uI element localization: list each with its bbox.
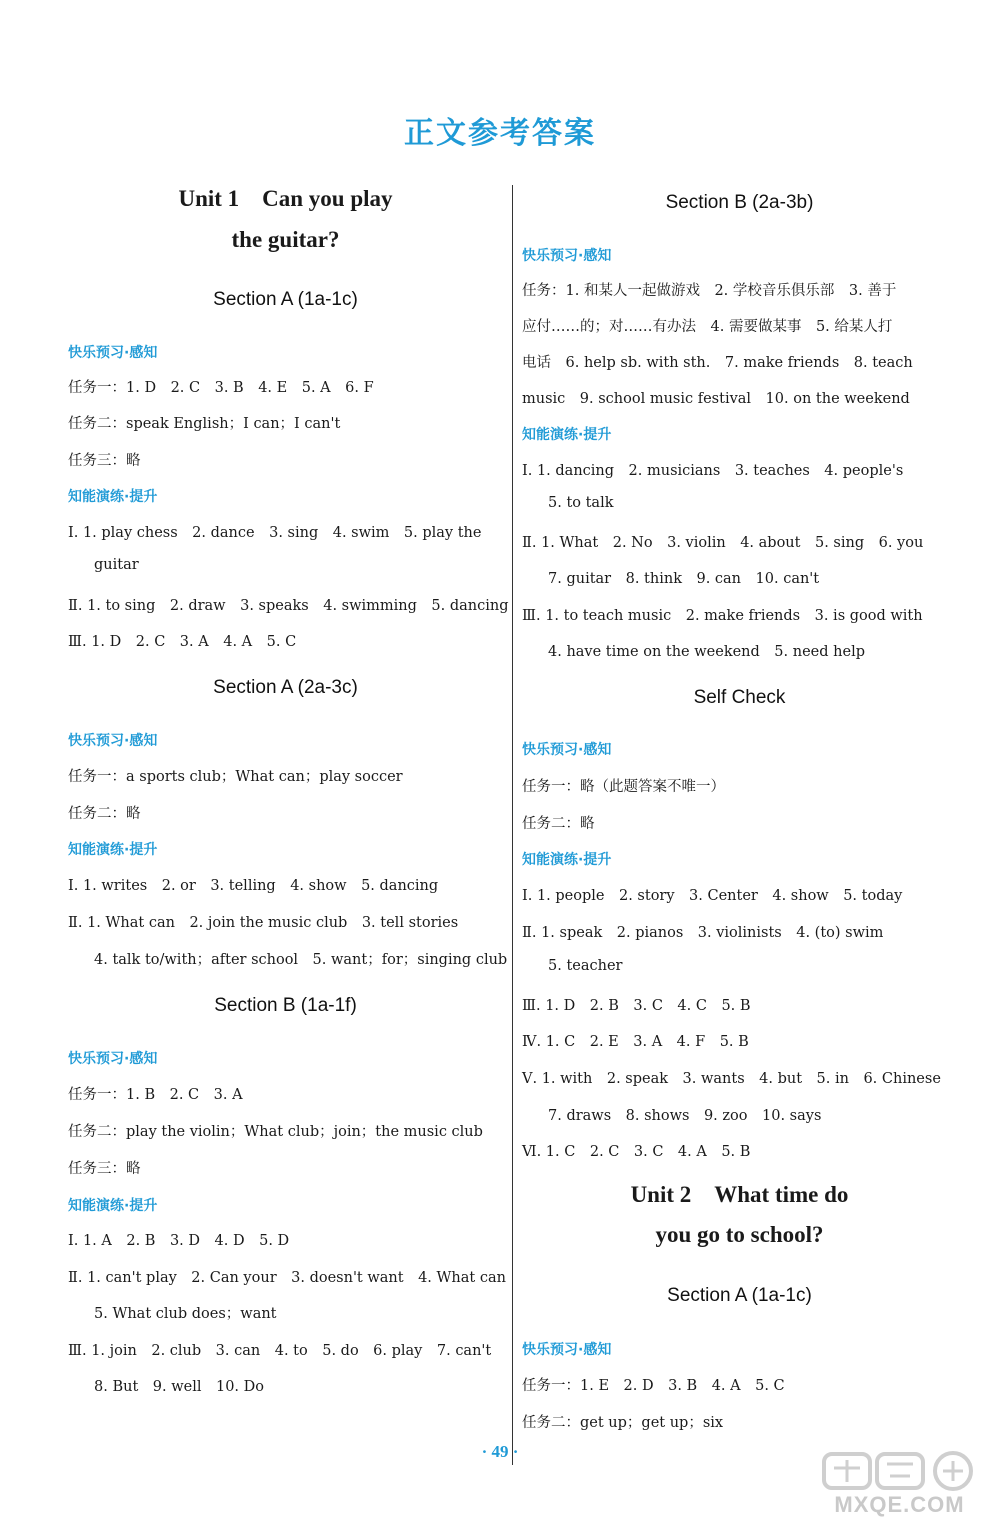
answer-line: Ⅰ. 1. people 2. story 3. Center 4. show 5. today (522, 888, 903, 904)
subsection-heading: 快乐预习·感知 (522, 742, 612, 758)
answer-line: 4. talk to/with；after school 5. want；for；singing club (94, 952, 508, 968)
subsection-heading: 快乐预习·感知 (68, 733, 158, 749)
answer-line: 任务二：略 (68, 806, 141, 822)
subsection-heading: 知能演练·提升 (68, 1198, 158, 1214)
answer-line: Ⅱ. 1. speak 2. pianos 3. violinists 4. (to) swim (522, 925, 884, 941)
answer-line: 任务一：a sports club；What can；play soccer (68, 769, 403, 785)
answer-line: Ⅲ. 1. D 2. B 3. C 4. C 5. B (522, 998, 751, 1014)
subsection-heading: 知能演练·提升 (522, 852, 612, 868)
watermark-logo (812, 1448, 987, 1530)
column-divider (512, 185, 513, 1465)
section-title: Section A (1a-1c) (667, 1285, 812, 1306)
answer-line: 应付……的；对……有办法 4. 需要做某事 5. 给某人打 (522, 319, 893, 335)
answer-line: Ⅲ. 1. join 2. club 3. can 4. to 5. do 6. play 7. can't (68, 1343, 492, 1359)
answer-line: Ⅳ. 1. C 2. E 3. A 4. F 5. B (522, 1034, 749, 1050)
answer-line: 4. have time on the weekend 5. need help (548, 644, 865, 660)
subsection-heading: 快乐预习·感知 (522, 248, 612, 264)
answer-line: 任务一：1. D 2. C 3. B 4. E 5. A 6. F (68, 380, 374, 396)
subsection-heading: 知能演练·提升 (68, 842, 158, 858)
answer-line: Ⅰ. 1. writes 2. or 3. telling 4. show 5. dancing (68, 878, 439, 894)
answer-line: 任务二：play the violin；What club；join；the music club (68, 1124, 483, 1140)
answer-line: guitar (94, 557, 139, 573)
answer-line: Ⅱ. 1. What 2. No 3. violin 4. about 5. sing 6. you (522, 535, 924, 551)
section-title: Section B (2a-3b) (665, 192, 814, 213)
answer-line: 任务：1. 和某人一起做游戏 2. 学校音乐俱乐部 3. 善于 (522, 283, 897, 299)
answer-line: 7. draws 8. shows 9. zoo 10. says (548, 1108, 822, 1124)
answer-line: 任务三：略 (68, 1161, 141, 1177)
subsection-heading: 快乐预习·感知 (68, 1051, 158, 1067)
section-title: Section A (2a-3c) (213, 677, 358, 698)
subsection-heading: 知能演练·提升 (522, 427, 612, 443)
answer-line: Ⅰ. 1. dancing 2. musicians 3. teaches 4. people's (522, 463, 904, 479)
subsection-heading: 快乐预习·感知 (68, 345, 158, 361)
answer-line: 7. guitar 8. think 9. can 10. can't (548, 571, 820, 587)
unit-title: Unit 1 Can you play (178, 186, 393, 211)
subsection-heading: 知能演练·提升 (68, 489, 158, 505)
answer-line: 任务一：1. E 2. D 3. B 4. A 5. C (522, 1378, 785, 1394)
section-title: Section A (1a-1c) (213, 289, 358, 310)
answer-line: Ⅰ. 1. A 2. B 3. D 4. D 5. D (68, 1233, 290, 1249)
answer-line: Ⅲ. 1. to teach music 2. make friends 3. is good with (522, 608, 923, 624)
answer-line: Ⅵ. 1. C 2. C 3. C 4. A 5. B (522, 1144, 751, 1160)
answer-line: Ⅰ. 1. play chess 2. dance 3. sing 4. swim 5. play the (68, 525, 482, 541)
answer-line: Ⅲ. 1. D 2. C 3. A 4. A 5. C (68, 634, 297, 650)
subsection-heading: 快乐预习·感知 (522, 1342, 612, 1358)
answer-line: Ⅴ. 1. with 2. speak 3. wants 4. but 5. in 6. Chinese (522, 1071, 941, 1087)
section-title: Self Check (693, 687, 786, 708)
answer-line: 电话 6. help sb. with sth. 7. make friends 8. teach (522, 355, 913, 371)
page-title: 正文参考答案 (404, 116, 596, 151)
answer-line: 任务一：1. B 2. C 3. A (68, 1087, 243, 1103)
answer-line: 任务二：get up；get up；six (522, 1415, 724, 1431)
answer-line: Ⅱ. 1. to sing 2. draw 3. speaks 4. swimming 5. dancing (68, 598, 509, 614)
answer-line: Ⅱ. 1. can't play 2. Can your 3. doesn't want 4. What can (68, 1270, 506, 1286)
answer-line: 任务三：略 (68, 453, 141, 469)
page-number: · 49 · (481, 1442, 519, 1461)
answer-line: 5. teacher (548, 958, 623, 974)
unit-title: Unit 2 What time do (630, 1182, 849, 1207)
watermark-text: MXQE.COM (834, 1492, 965, 1517)
answer-line: Ⅱ. 1. What can 2. join the music club 3. tell stories (68, 915, 459, 931)
answer-line: 任务二：speak English；I can；I can't (68, 416, 341, 432)
section-title: Section B (1a-1f) (214, 995, 357, 1016)
answer-line: 5. to talk (548, 495, 614, 511)
unit-title: the guitar? (231, 227, 340, 252)
answer-line: 任务一：略（此题答案不唯一） (522, 779, 725, 795)
answer-line: 5. What club does；want (94, 1306, 277, 1322)
answer-line: music 9. school music festival 10. on the weekend (522, 391, 910, 407)
unit-title: you go to school? (655, 1222, 824, 1247)
watermark-emblem-icon (820, 1448, 980, 1492)
answer-line: 8. But 9. well 10. Do (94, 1379, 264, 1395)
answer-line: 任务二：略 (522, 816, 595, 832)
